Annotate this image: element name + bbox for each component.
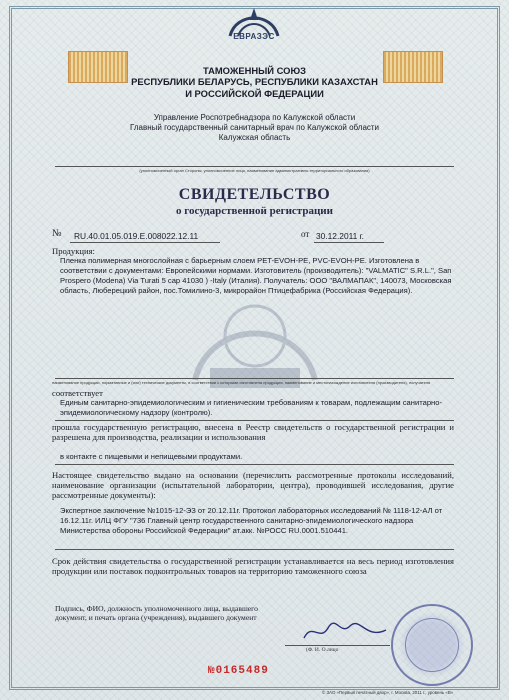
product-rule: [55, 378, 454, 379]
number-label: №: [52, 228, 62, 239]
conformity-label: соответствует: [52, 388, 103, 398]
union-line-3: И РОССИЙСКОЙ ФЕДЕРАЦИИ: [185, 87, 324, 99]
authority-line-1: Управление Роспотребнадзора по Калужской области: [153, 113, 356, 122]
basis-rule: [55, 549, 454, 550]
serial-number: №0165489: [208, 665, 269, 677]
certificate-subtitle: о государственной регистрации: [176, 205, 333, 217]
union-line-2: РЕСПУБЛИКИ БЕЛАРУСЬ, РЕСПУБЛИКИ КАЗАХСТАН: [131, 76, 378, 88]
signature-caption: Подпись, ФИО, должность уполномоченного лица, выдавшего документ, и печать органа (учреждения), выдавшего документ: [55, 604, 258, 623]
authority-caption: (уполномоченный орган Стороны; уполномоченное лицо, наименование административно-территориального образования): [139, 168, 370, 173]
printer-line: © ЗАО «Первый печатный двор», г. Москва, 2011 г., уровень «В»: [322, 690, 454, 695]
validity-text: Срок действия свидетельства о государственной регистрации устанавливается на весь период изготовления продукции или поставок подконтрольных товаров на территорию таможенного союза: [52, 556, 454, 576]
official-stamp-icon: [391, 604, 473, 686]
registry-text: прошла государственную регистрацию, внесена в Реестр свидетельств о государственной регистрации и разрешена для производства, реализации и использования: [52, 422, 454, 442]
registry-rule: [55, 464, 454, 465]
number-rule: [70, 242, 220, 243]
authority-rule: [55, 166, 454, 167]
handwritten-signature-icon: [300, 618, 390, 644]
authority-line-3: Калужская область: [218, 133, 291, 142]
conformity-text: Единым санитарно-эпидемиологическим и гигиеническим требованиям к товарам, подлежащим санитарно-эпидемиологическому надзору (контролю).: [60, 398, 442, 417]
certificate-number: RU.40.01.05.019.Е.008022.12.11: [74, 231, 199, 241]
product-caption: наименование продукции, нормативные и (или) технические документы, в соответствии с которыми изготовлена продукция, наименование и местонахождение изготовителя (производителя), получателя: [52, 380, 431, 385]
conformity-rule: [55, 420, 454, 421]
union-line-1: ТАМОЖЕННЫЙ СОЮЗ: [202, 65, 307, 76]
product-text: Пленка полимерная многослойная с барьерным слоем PET-EVOH-PE, PVC-EVOH-PE. Изготовлена в соответствии с документами: Европейскими нормами. Изготовитель (производитель): "VALMATIC" S.R.L.", San Prospero (Modena) Via Turati 5 cap 41030 ) -Italy (Италия). Получатель: ООО "ВАЛМАПАК", 140073, Московская область, Люберецкий район, пос.Томилино-3, микрорайон Птицефабрика (Российская Федерация).: [60, 256, 452, 295]
date-label: от: [301, 229, 310, 239]
basis-text: Настоящее свидетельство выдано на основании (перечислить рассмотренные протоколы исследований, наименование организации (испытательной лаборатории, центра), проводившей исследования, другие рассмотренные документы):: [52, 470, 454, 500]
basis-value: Экспертное заключение №1015-12-ЭЗ от 20.12.11г. Протокол лабораторных исследований № 1118-12-АЛ от 16.12.11г. ИЛЦ ФГУ "736 Главный центр государственного санитарно-эпидемиологического надзора Министерства обороны Российской Федерации" ат.акк. №РОСС RU.0001.510441.: [60, 506, 443, 535]
product-label: Продукция:: [52, 246, 95, 256]
signer-name: (Ф. И. О.лицо: [306, 647, 339, 653]
issuing-authority: [50, 113, 459, 143]
authority-line-2: Главный государственный санитарный врач по Калужской области: [129, 123, 380, 132]
logo-text: ЕВРАЗЭС: [233, 32, 275, 41]
signature-rule: [285, 645, 390, 646]
registry-value: в контакте с пищевыми и непищевыми продуктами.: [60, 452, 243, 461]
union-header: [50, 65, 459, 99]
date-rule: [314, 242, 384, 243]
certificate-date: 30.12.2011 г.: [316, 231, 364, 241]
certificate-title: СВИДЕТЕЛЬСТВО: [178, 186, 331, 203]
